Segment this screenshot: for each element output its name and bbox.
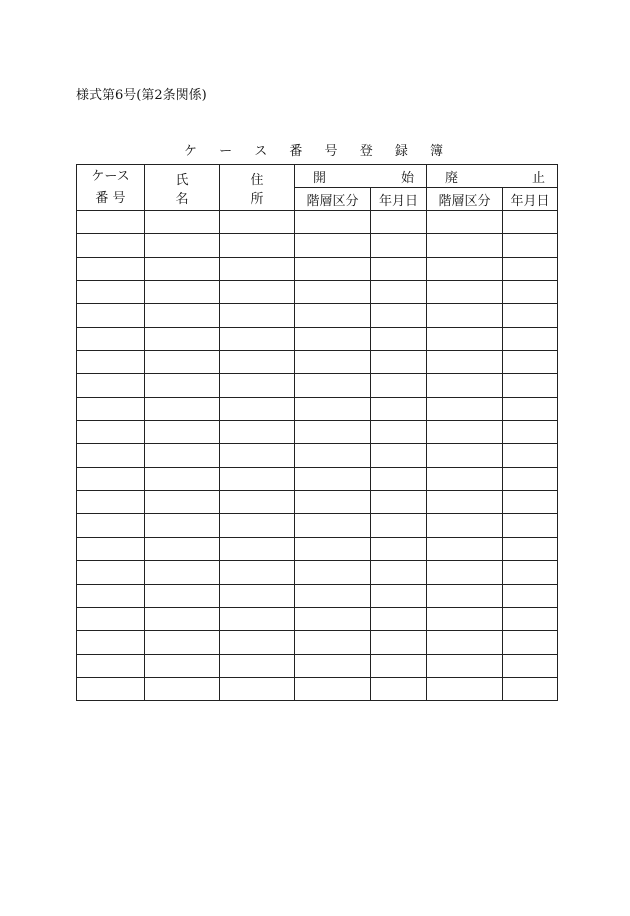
table-row: [77, 257, 558, 280]
start-class-cell[interactable]: [295, 444, 371, 467]
case-number-cell[interactable]: [77, 351, 145, 374]
header-case-number-line2: 番 号: [95, 190, 126, 206]
name-cell[interactable]: [145, 654, 220, 677]
address-cell[interactable]: [220, 374, 295, 397]
end-class-cell[interactable]: [427, 607, 503, 630]
address-cell[interactable]: [220, 351, 295, 374]
table-row: [77, 537, 558, 560]
name-cell[interactable]: [145, 281, 220, 304]
start-class-cell[interactable]: [295, 514, 371, 537]
address-cell[interactable]: [220, 537, 295, 560]
end-class-cell[interactable]: [427, 514, 503, 537]
register-body: [77, 211, 558, 701]
name-cell[interactable]: [145, 257, 220, 280]
end-class-cell[interactable]: [427, 351, 503, 374]
header-start-class-division: 階層区分: [295, 188, 371, 211]
end-date-cell[interactable]: [503, 654, 558, 677]
case-number-cell[interactable]: [77, 257, 145, 280]
start-class-cell[interactable]: [295, 631, 371, 654]
start-date-cell[interactable]: [371, 211, 427, 234]
case-number-cell[interactable]: [77, 514, 145, 537]
header-name-label: 氏 名: [175, 172, 211, 207]
table-row: [77, 304, 558, 327]
case-number-cell[interactable]: [77, 631, 145, 654]
start-date-cell[interactable]: [371, 444, 427, 467]
end-date-cell[interactable]: [503, 327, 558, 350]
address-cell[interactable]: [220, 654, 295, 677]
address-cell[interactable]: [220, 677, 295, 700]
end-class-cell[interactable]: [427, 374, 503, 397]
name-cell[interactable]: [145, 397, 220, 420]
start-class-cell[interactable]: [295, 607, 371, 630]
table-row: [77, 374, 558, 397]
header-name: [145, 165, 220, 211]
table-row: [77, 327, 558, 350]
start-date-cell[interactable]: [371, 234, 427, 257]
end-class-cell[interactable]: [427, 467, 503, 490]
end-date-cell[interactable]: [503, 514, 558, 537]
end-date-cell[interactable]: [503, 467, 558, 490]
end-date-cell[interactable]: [503, 444, 558, 467]
table-row: [77, 607, 558, 630]
case-number-cell[interactable]: [77, 537, 145, 560]
start-class-cell[interactable]: [295, 257, 371, 280]
end-date-cell[interactable]: [503, 584, 558, 607]
start-date-cell[interactable]: [371, 281, 427, 304]
header-start-date: 年月日: [371, 188, 427, 211]
start-date-cell[interactable]: [371, 514, 427, 537]
start-class-cell[interactable]: [295, 304, 371, 327]
start-class-cell[interactable]: [295, 537, 371, 560]
end-date-cell[interactable]: [503, 234, 558, 257]
name-cell[interactable]: [145, 444, 220, 467]
address-cell[interactable]: [220, 561, 295, 584]
name-cell[interactable]: [145, 234, 220, 257]
end-date-cell[interactable]: [503, 537, 558, 560]
name-cell[interactable]: [145, 211, 220, 234]
name-cell[interactable]: [145, 631, 220, 654]
document-title: ケ ー ス 番 号 登 録 簿: [184, 144, 452, 159]
start-date-cell[interactable]: [371, 327, 427, 350]
table-row: [77, 234, 558, 257]
start-date-cell[interactable]: [371, 467, 427, 490]
header-end-class-division: 階層区分: [427, 188, 503, 211]
case-number-cell[interactable]: [77, 234, 145, 257]
address-cell[interactable]: [220, 444, 295, 467]
address-cell[interactable]: [220, 234, 295, 257]
start-class-cell[interactable]: [295, 654, 371, 677]
header-end-left: 廃: [445, 170, 459, 186]
end-date-cell[interactable]: [503, 677, 558, 700]
case-number-cell[interactable]: [77, 607, 145, 630]
end-date-cell[interactable]: [503, 257, 558, 280]
address-cell[interactable]: [220, 607, 295, 630]
end-date-cell[interactable]: [503, 631, 558, 654]
case-number-cell[interactable]: [77, 327, 145, 350]
address-cell[interactable]: [220, 327, 295, 350]
start-date-cell[interactable]: [371, 654, 427, 677]
case-number-register-table: [76, 164, 558, 701]
address-cell[interactable]: [220, 467, 295, 490]
end-date-cell[interactable]: [503, 281, 558, 304]
header-end-right: 止: [531, 170, 545, 186]
table-row: [77, 654, 558, 677]
start-class-cell[interactable]: [295, 351, 371, 374]
start-class-cell[interactable]: [295, 281, 371, 304]
name-cell[interactable]: [145, 374, 220, 397]
name-cell[interactable]: [145, 607, 220, 630]
end-class-cell[interactable]: [427, 281, 503, 304]
address-cell[interactable]: [220, 491, 295, 514]
name-cell[interactable]: [145, 677, 220, 700]
case-number-cell[interactable]: [77, 467, 145, 490]
start-date-cell[interactable]: [371, 304, 427, 327]
start-date-cell[interactable]: [371, 374, 427, 397]
end-date-cell[interactable]: [503, 421, 558, 444]
table-row: [77, 397, 558, 420]
name-cell[interactable]: [145, 351, 220, 374]
start-class-cell[interactable]: [295, 374, 371, 397]
case-number-cell[interactable]: [77, 491, 145, 514]
name-cell[interactable]: [145, 537, 220, 560]
name-cell[interactable]: [145, 514, 220, 537]
header-address-label: 住 所: [250, 172, 286, 207]
end-class-cell[interactable]: [427, 491, 503, 514]
header-start: [295, 165, 427, 188]
end-date-cell[interactable]: [503, 561, 558, 584]
start-date-cell[interactable]: [371, 631, 427, 654]
table-row: [77, 491, 558, 514]
address-cell[interactable]: [220, 514, 295, 537]
form-number-label: 様式第6号(第2条関係): [76, 88, 207, 103]
start-class-cell[interactable]: [295, 677, 371, 700]
header-end-date: 年月日: [503, 188, 558, 211]
end-date-cell[interactable]: [503, 607, 558, 630]
case-number-cell[interactable]: [77, 374, 145, 397]
start-class-cell[interactable]: [295, 211, 371, 234]
name-cell[interactable]: [145, 584, 220, 607]
header-start-right: 始: [400, 170, 414, 186]
case-number-cell[interactable]: [77, 421, 145, 444]
table-row: [77, 281, 558, 304]
table-row: [77, 444, 558, 467]
end-class-cell[interactable]: [427, 584, 503, 607]
end-class-cell[interactable]: [427, 234, 503, 257]
address-cell[interactable]: [220, 584, 295, 607]
end-date-cell[interactable]: [503, 397, 558, 420]
end-class-cell[interactable]: [427, 631, 503, 654]
end-date-cell[interactable]: [503, 351, 558, 374]
name-cell[interactable]: [145, 304, 220, 327]
header-case-number-line1: ケース: [91, 168, 130, 184]
start-date-cell[interactable]: [371, 351, 427, 374]
start-date-cell[interactable]: [371, 561, 427, 584]
header-case-number: [77, 165, 145, 211]
start-date-cell[interactable]: [371, 607, 427, 630]
end-class-cell[interactable]: [427, 561, 503, 584]
end-class-cell[interactable]: [427, 397, 503, 420]
start-date-cell[interactable]: [371, 537, 427, 560]
header-address: [220, 165, 295, 211]
case-number-cell[interactable]: [77, 584, 145, 607]
table-row: [77, 631, 558, 654]
name-cell[interactable]: [145, 561, 220, 584]
end-date-cell[interactable]: [503, 491, 558, 514]
end-date-cell[interactable]: [503, 374, 558, 397]
case-number-cell[interactable]: [77, 304, 145, 327]
start-class-cell[interactable]: [295, 234, 371, 257]
table-row: [77, 677, 558, 700]
case-number-cell[interactable]: [77, 444, 145, 467]
table-row: [77, 421, 558, 444]
end-class-cell[interactable]: [427, 444, 503, 467]
table-row: [77, 467, 558, 490]
end-class-cell[interactable]: [427, 211, 503, 234]
start-class-cell[interactable]: [295, 561, 371, 584]
end-class-cell[interactable]: [427, 677, 503, 700]
start-class-cell[interactable]: [295, 327, 371, 350]
address-cell[interactable]: [220, 211, 295, 234]
case-number-cell[interactable]: [77, 397, 145, 420]
address-cell[interactable]: [220, 397, 295, 420]
end-class-cell[interactable]: [427, 537, 503, 560]
table-row: [77, 211, 558, 234]
start-class-cell[interactable]: [295, 397, 371, 420]
end-class-cell[interactable]: [427, 257, 503, 280]
case-number-cell[interactable]: [77, 281, 145, 304]
start-date-cell[interactable]: [371, 397, 427, 420]
case-number-cell[interactable]: [77, 561, 145, 584]
address-cell[interactable]: [220, 281, 295, 304]
header-start-left: 開: [313, 170, 327, 186]
start-date-cell[interactable]: [371, 677, 427, 700]
name-cell[interactable]: [145, 327, 220, 350]
table-row: [77, 561, 558, 584]
name-cell[interactable]: [145, 491, 220, 514]
start-date-cell[interactable]: [371, 584, 427, 607]
start-class-cell[interactable]: [295, 584, 371, 607]
start-class-cell[interactable]: [295, 467, 371, 490]
end-class-cell[interactable]: [427, 421, 503, 444]
address-cell[interactable]: [220, 421, 295, 444]
name-cell[interactable]: [145, 421, 220, 444]
case-number-cell[interactable]: [77, 654, 145, 677]
start-date-cell[interactable]: [371, 421, 427, 444]
end-date-cell[interactable]: [503, 211, 558, 234]
end-class-cell[interactable]: [427, 654, 503, 677]
address-cell[interactable]: [220, 304, 295, 327]
start-date-cell[interactable]: [371, 257, 427, 280]
case-number-cell[interactable]: [77, 677, 145, 700]
start-class-cell[interactable]: [295, 491, 371, 514]
address-cell[interactable]: [220, 631, 295, 654]
header-end: [427, 165, 558, 188]
end-date-cell[interactable]: [503, 304, 558, 327]
table-row: [77, 351, 558, 374]
name-cell[interactable]: [145, 467, 220, 490]
end-class-cell[interactable]: [427, 327, 503, 350]
table-row: [77, 514, 558, 537]
end-class-cell[interactable]: [427, 304, 503, 327]
start-date-cell[interactable]: [371, 491, 427, 514]
address-cell[interactable]: [220, 257, 295, 280]
start-class-cell[interactable]: [295, 421, 371, 444]
case-number-cell[interactable]: [77, 211, 145, 234]
table-row: [77, 584, 558, 607]
